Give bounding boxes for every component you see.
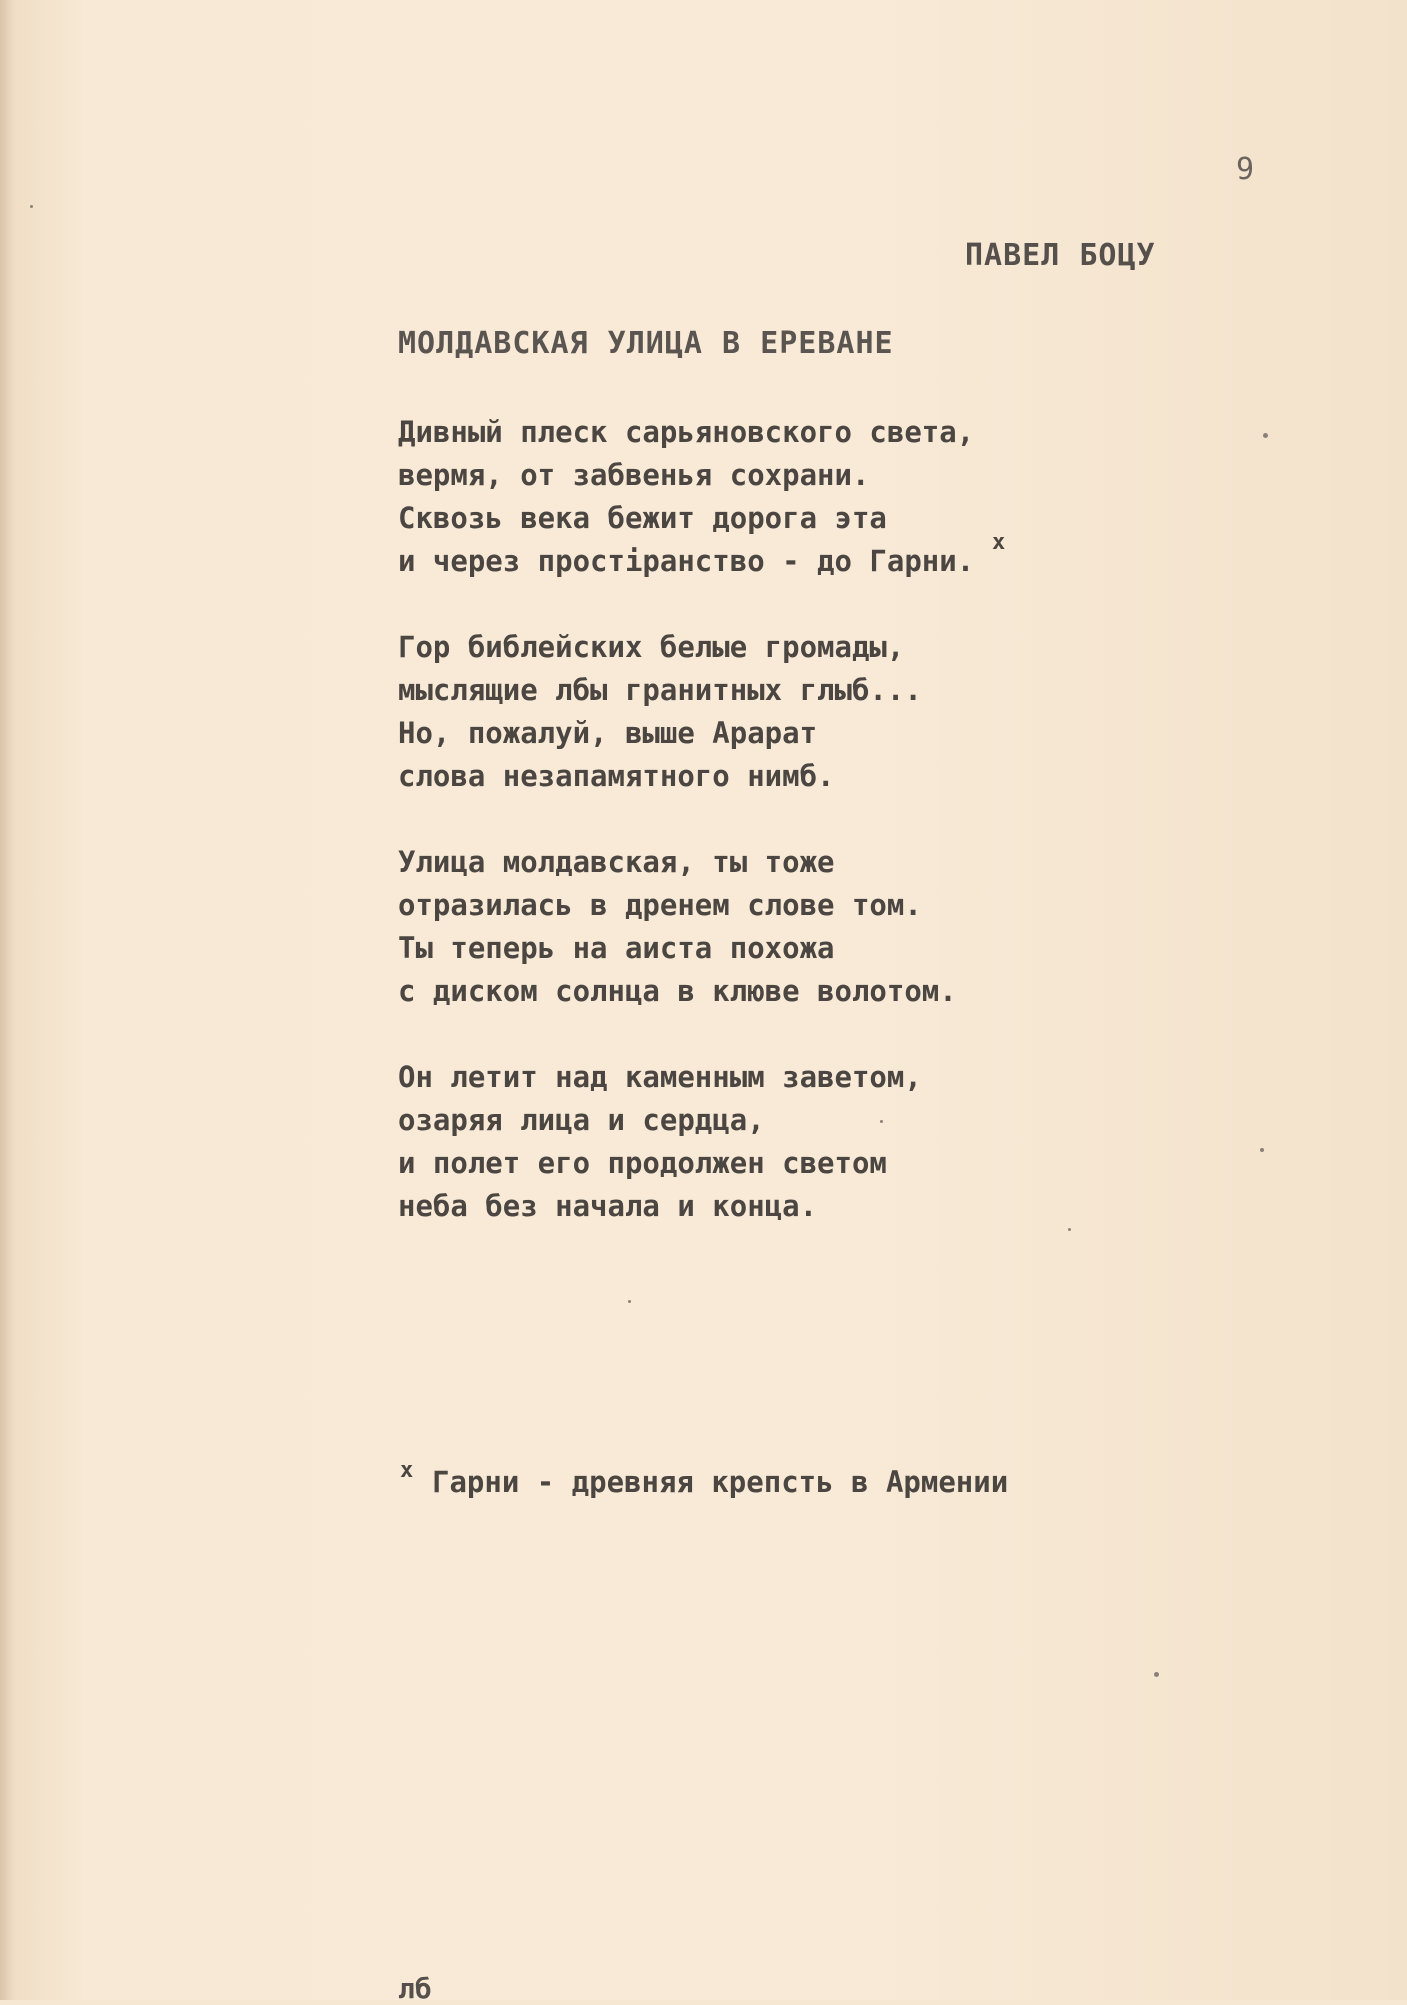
poem-line: с диском солнца в клюве волотом.	[398, 974, 957, 1008]
poem-line: мыслящие лбы гранитных глыб...	[398, 673, 922, 707]
poem-title: МОЛДАВСКАЯ УЛИЦА В ЕРЕВАНЕ	[398, 326, 894, 361]
stanza-3	[398, 841, 974, 1013]
poem-line: Ты теперь на аиста похожа	[398, 931, 835, 965]
poem-line: Он летит над каменным заветом,	[398, 1060, 922, 1094]
footnote-text: Гарни - древняя крепсть в Армении	[432, 1465, 1009, 1499]
bottom-mark: лб	[398, 1972, 432, 2005]
stanza-2	[398, 626, 974, 798]
author-name: ПАВЕЛ БОЦУ	[965, 238, 1156, 273]
page-number: 9	[1236, 152, 1255, 187]
paper-speck	[1154, 1672, 1159, 1677]
poem-line: Дивный плеск сарьяновского света,	[398, 415, 975, 449]
poem-line: слова незапамятного нимб.	[398, 759, 835, 793]
poem-line: Гор библейских белые громады,	[398, 630, 905, 664]
paper-speck	[628, 1300, 631, 1303]
paper-speck	[1068, 1228, 1071, 1231]
poem-line: и полет его продолжен светом	[398, 1146, 887, 1180]
poem-line: неба без начала и конца.	[398, 1189, 818, 1223]
paper-speck	[1263, 433, 1268, 438]
poem-line: Сквозь века бежит дорога эта	[398, 501, 887, 535]
poem-line: и через простiранство - до Гарни.	[398, 544, 975, 578]
poem-line: Но, пожалуй, выше Арарат	[398, 716, 818, 750]
footnote-marker-inline: х	[992, 530, 1006, 555]
poem-line: отразилась в дренем слове том.	[398, 888, 922, 922]
stanza-4	[398, 1056, 974, 1228]
page-edge-shadow	[0, 0, 14, 2000]
paper-speck	[1260, 1148, 1264, 1152]
paper-speck	[880, 1120, 883, 1123]
poem-line: озаряя лица и сердца,	[398, 1103, 765, 1137]
poem-line: Улица молдавская, ты тоже	[398, 845, 835, 879]
footnote-marker: х	[400, 1458, 414, 1483]
poem-body	[398, 411, 974, 1271]
stanza-1	[398, 411, 974, 583]
poem-line: вермя, от забвенья сохрани.	[398, 458, 870, 492]
paper-speck	[30, 205, 33, 208]
